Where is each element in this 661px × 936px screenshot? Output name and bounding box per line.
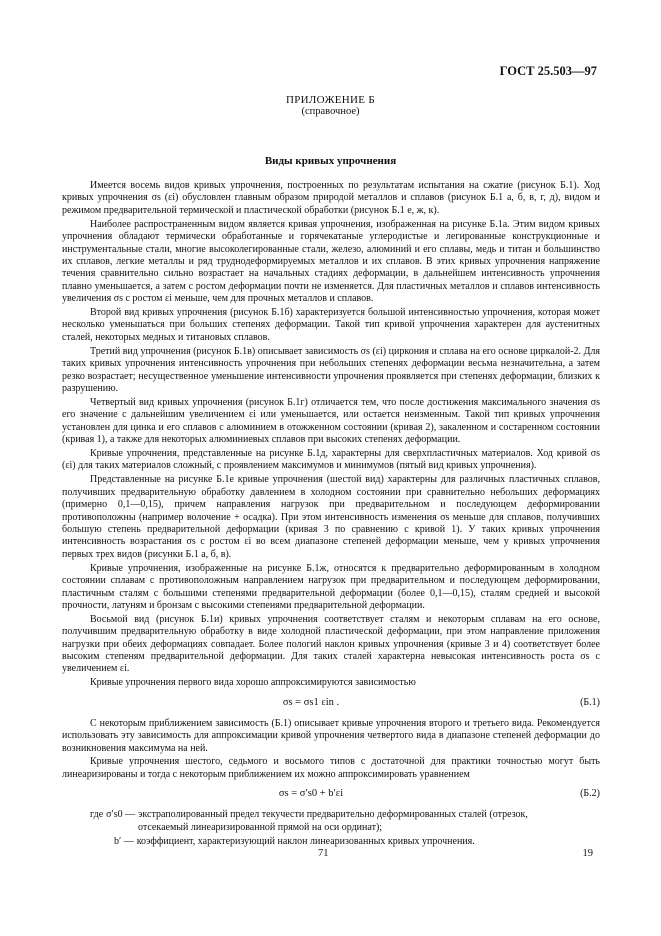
legend-symbol: b′ — [114, 836, 134, 848]
paragraph: С некоторым приближением зависимость (Б.1) описывает кривые упрочнения второго и третьего вида. Рекомендуется использовать эту зависимость для аппроксимации кривой упрочнения четвертого вида в диапазоне степеней деформации до возникновения максимума на ней. [62, 717, 600, 754]
paragraph: Кривые упрочнения шестого, седьмого и восьмого типов с достаточной для практики точностью могут быть линеаризированы и тогда с некоторым приближением их можно аппроксимировать уравнением [62, 756, 600, 780]
legend-definition: коэффициент, характеризующий наклон линеаризованных кривых упрочнения. [136, 836, 475, 848]
paragraph: Кривые упрочнения, представленные на рисунке Б.1д, характерны для сверхпластичных материалов. Ход кривой σs (εi) для таких материалов сложный, с проявлением максимумов и минимумов (пятый вид кривых упрочнения). [62, 448, 600, 472]
paragraph: Наиболее распространенным видом является кривая упрочнения, изображенная на рисунке Б.1а. Этим видом кривых упрочнения обладают термически обработанные и горячекатаные углеродистые и легированные конструкционные и инструментальные стали, многие высоколегированные стали, железо, алюминий и его сплавы, медь и титан и большинство их сплавов, легкие металлы и ряд труднодеформируемых металлов и их сплавов. В этих кривых упрочнения напряжение течения сравнительно сильно возрастает на начальных стадиях деформации, в дальнейшем интенсивность упрочнения плавно уменьшается, а затем с ростом деформации почти не изменяется. Для пластичных металлов и сплавов интенсивность увеличения σs с ростом εi меньше, чем для прочных металлов и сплавов. [62, 218, 600, 305]
paragraph: Восьмой вид (рисунок Б.1и) кривых упрочнения соответствует сталям и некоторым сплавам на его основе, получившим предварительную обработку в виде холодной пластической деформации, при этом направление приложения нагрузки при обеих деформациях совпадает. Более пологий наклон кривых упрочнения (кривые 3 и 4) соответствует более высоким степеням предварительной деформации. Для таких сталей характерна невысокая интенсивность роста σs с увеличением εi. [62, 613, 600, 675]
standard-code: ГОСТ 25.503—97 [499, 64, 597, 78]
paragraph: Кривые упрочнения первого вида хорошо аппроксимируются зависимостью [90, 677, 416, 689]
paragraph: Представленные на рисунке Б.1е кривые упрочнения (шестой вид) характерны для различных пластичных сплавов, получивших предварительную обработку давлением в холодном состоянии при сравнительно небольших деформациях (примерно 0,1—0,15), причем направления нагрузок при предварительном и последующем деформировании противоположны (например волочение + осадка). При этом интенсивность изменения σs меньше для сплавов, получивших большую степень предварительной деформации (кривая 3 по сравнению с кривой 1). У таких кривых упрочнения интенсивность возрастания σs с ростом εi во всем диапазоне степеней деформации меньше, чем у кривых упрочнения первых трех видов (рисунки Б.1 а, б, в). [62, 474, 600, 560]
legend-definition: экстраполированный предел текучести предварительно деформированных сталей (отрезок, [138, 809, 528, 821]
formula-b2 [62, 784, 600, 804]
legend-row [90, 836, 600, 848]
paragraph: Четвертый вид кривых упрочнения (рисунок Б.1г) отличается тем, что после достижения максимального значения σs его значение с дальнейшим увеличением εi или уменьшается, или остается неизменным. Такой тип кривых упрочнения установлен для цинка и его сплавов с алюминием в отожженном состоянии (кривая 2), закаленном и состаренном состоянии (кривая 1), а также для некоторых алюминиевых сплавов при высоких степенях деформации. [62, 396, 600, 446]
formula-b1 [62, 693, 600, 713]
legend-continuation: отсекаемый линеаризированной прямой на оси ординат); [138, 821, 383, 833]
formula-expression: σs = σs1 εin . [282, 696, 340, 708]
legend-row [90, 809, 600, 821]
legend-symbol: σ′s0 — [106, 809, 136, 821]
formula-number: (Б.1) [580, 696, 600, 708]
paragraph: Второй вид кривых упрочнения (рисунок Б.1б) характеризуется большой интенсивностью упрочнения, которая может несколько уменьшаться при больших степенях деформации. Такой тип кривой упрочнения характерен для аустенитных сталей, некоторых медных и титановых сплавов. [62, 307, 600, 343]
page-number: 71 [318, 848, 329, 859]
body-text [62, 180, 600, 849]
legend-block [62, 809, 600, 848]
formula-expression: σs = σ′s0 + b′εi [278, 788, 344, 800]
paragraph: Имеется восемь видов кривых упрочнения, построенных по результатам испытания на сжатие (рисунок Б.1). Ход кривых упрочнения σs (εi) обусловлен главным образом природой металлов и сплавов (рисунок Б.1 а, б, в, г, д), видом и режимом предварительной термической и пластической обработки (рисунок Б.1 е, ж, к). [62, 180, 600, 216]
appendix-title: ПРИЛОЖЕНИЕ Б [286, 94, 375, 106]
sheet-number: 19 [582, 848, 593, 859]
paragraph: Кривые упрочнения, изображенные на рисунке Б.1ж, относятся к предварительно деформированным в холодном состоянии сплавам с противоположным направлением нагрузок при предварительном и последующем деформировании, пластичным сталям с большими степенями предварительной деформации (более 0,1—0,15), сталям средней и высокой прочности, латуням и бронзам с высокими степенями предварительной деформации. [62, 562, 600, 611]
paragraph: Третий вид упрочнения (рисунок Б.1в) описывает зависимость σs (εi) циркония и сплава на его основе циркалой-2. Для таких кривых упрочнения интенсивность упрочнения при небольших степенях деформации весьма незначительна, а затем резко возрастает; несущественное уменьшение интенсивности упрочнения проявляется при степенях деформации, близких к разрушению. [62, 345, 600, 394]
section-title: Виды кривых упрочнения [264, 155, 397, 167]
appendix-subtitle: (справочное) [301, 106, 360, 117]
legend-intro: где [90, 809, 104, 821]
formula-number: (Б.2) [580, 788, 600, 800]
